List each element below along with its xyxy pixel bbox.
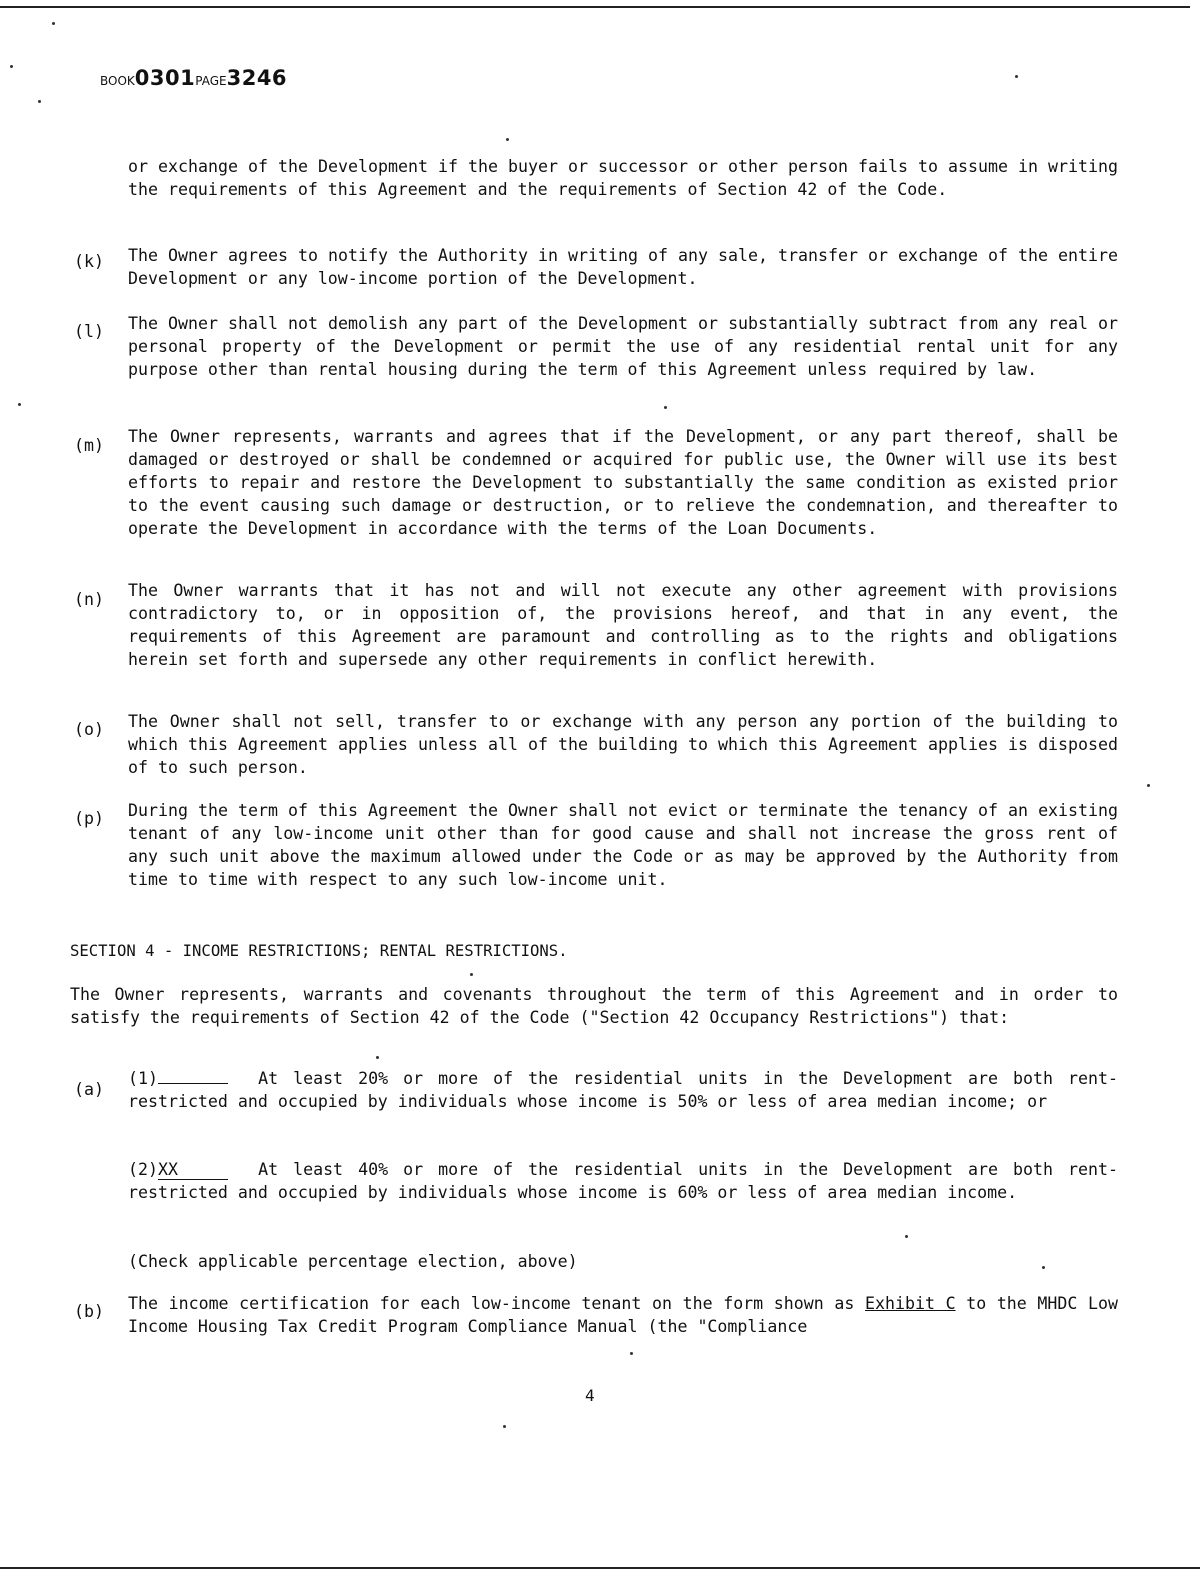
scan-speck <box>10 65 13 68</box>
option-a1-text: At least 20% or more of the residential units in the Development are both rent-restricted and occupied by individuals whose income is 50% or less of area median income; or <box>128 1069 1119 1111</box>
check-note: (Check applicable percentage election, above) <box>128 1252 578 1271</box>
scan-speck <box>1147 784 1150 787</box>
item-text-b <box>128 1292 1118 1338</box>
item-label-b: (b) <box>74 1302 104 1321</box>
scan-speck <box>38 100 41 103</box>
stamp-book-number: 0301 <box>134 66 196 90</box>
option-a2-number: (2) <box>128 1160 158 1179</box>
scan-speck <box>18 403 21 406</box>
top-border-line <box>0 6 1190 8</box>
stamp-book-label: BOOK <box>100 74 135 88</box>
scan-speck <box>630 1352 633 1355</box>
scan-speck <box>506 138 509 141</box>
item-label-o: (o) <box>74 720 104 739</box>
stamp-page-number: 3246 <box>226 66 288 90</box>
scan-speck <box>905 1235 908 1238</box>
item-text-p: During the term of this Agreement the Owner shall not evict or terminate the tenancy of an existing tenant of any low-income unit other than for good cause and shall not increase the gross rent of any such unit above the maximum allowed under the Code or as may be approved by the Authority from time to time with respect to any such low-income unit. <box>128 801 1118 889</box>
item-label-m: (m) <box>74 436 104 455</box>
option-a1 <box>128 1067 1118 1113</box>
section-4-heading: SECTION 4 - INCOME RESTRICTIONS; RENTAL RESTRICTIONS. <box>70 942 568 960</box>
section-4-intro: The Owner represents, warrants and covenants throughout the term of this Agreement and in order to satisfy the requirements of Section 42 of the Code ("Section 42 Occupancy Restrictions") that: <box>70 985 1118 1027</box>
continuation-paragraph: or exchange of the Development if the buyer or successor or other person fails to assume in writing the requirements of this Agreement and the requirements of Section 42 of the Code. <box>128 157 1118 199</box>
option-a1-checkbox-blank[interactable] <box>158 1083 228 1084</box>
book-page-stamp <box>100 66 287 90</box>
scan-speck <box>1015 75 1018 78</box>
scan-speck <box>664 406 667 409</box>
stamp-page-label: PAGE <box>195 74 227 88</box>
option-a1-number: (1) <box>128 1069 158 1088</box>
item-b-text-after: to the MHDC Low Income Housing Tax Credit Program Compliance Manual (the "Compliance <box>128 1294 1118 1336</box>
scan-speck <box>470 973 473 976</box>
item-text-n: The Owner warrants that it has not and will not execute any other agreement with provisions contradictory to, or in opposition of, the provisions hereof, and that in any event, the requirements of this Agreement are paramount and controlling as to the rights and obligations herein set forth and supersede any other requirements in conflict herewith. <box>128 581 1118 669</box>
item-label-l: (l) <box>74 322 104 341</box>
item-b-text-before: The income certification for each low-income tenant on the form shown as <box>128 1294 855 1313</box>
scan-speck <box>376 1056 379 1059</box>
item-text-k: The Owner agrees to notify the Authority in writing of any sale, transfer or exchange of the entire Development or any low-income portion of the Development. <box>128 246 1118 288</box>
scan-speck <box>503 1425 506 1428</box>
exhibit-c-reference: Exhibit C <box>865 1294 956 1313</box>
item-label-k: (k) <box>74 252 104 271</box>
item-text-m: The Owner represents, warrants and agrees that if the Development, or any part thereof, shall be damaged or destroyed or shall be condemned or acquired for public use, the Owner will use its best efforts to repair and restore the Development to substantially the same condition as existed prior to the event causing such damage or destruction, or to relieve the condemnation, and thereafter to operate the Development in accordance with the terms of the Loan Documents. <box>128 427 1118 538</box>
item-label-n: (n) <box>74 590 104 609</box>
item-text-l: The Owner shall not demolish any part of the Development or substantially subtract from any real or personal property of the Development or permit the use of any residential rental unit for any purpose other than rental housing during the term of this Agreement unless required by law. <box>128 314 1118 379</box>
option-a2-checkbox-blank[interactable]: XX <box>158 1161 228 1180</box>
option-a2-text: At least 40% or more of the residential units in the Development are both rent-restricted and occupied by individuals whose income is 60% or less of area median income. <box>128 1160 1119 1202</box>
item-text-o: The Owner shall not sell, transfer to or exchange with any person any portion of the building to which this Agreement applies unless all of the building to which this Agreement applies is disposed of to such person. <box>128 712 1118 777</box>
option-a2 <box>128 1158 1118 1204</box>
item-label-p: (p) <box>74 809 104 828</box>
bottom-border-line <box>0 1567 1200 1569</box>
page-number: 4 <box>585 1386 595 1405</box>
scan-speck <box>52 22 55 25</box>
scan-speck <box>1042 1266 1045 1269</box>
item-label-a: (a) <box>74 1080 104 1099</box>
